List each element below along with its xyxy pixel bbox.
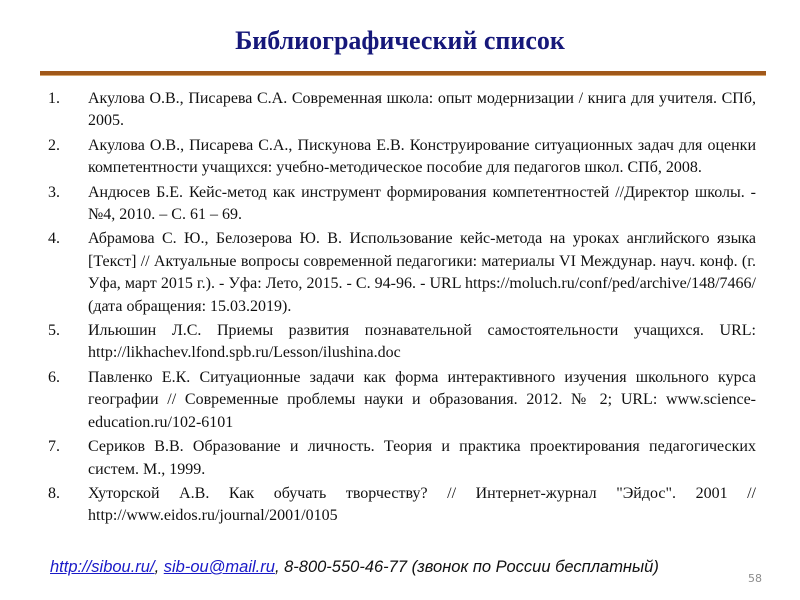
reference-text: Абрамова С. Ю., Белозерова Ю. В. Использование кейс-метода на уроках английского языка [Текст] // Актуальные вопросы современной педагогики: материалы VI Междунар. науч. конф. (г. Уфа, март 2015 г.). - Уфа: Лето, 2015. - С. 94-96. - URL https://moluch.ru/conf/ped/archive/148/7466/ (дата обращения: 15.03.2019).: [88, 230, 756, 315]
website-link[interactable]: http://sibou.ru/: [50, 558, 155, 576]
reference-item: [48, 88, 756, 133]
reference-number: 1.: [48, 90, 60, 107]
reference-item: [48, 182, 756, 227]
contact-footer: [50, 558, 659, 577]
reference-item: [48, 135, 756, 180]
reference-text: Акулова О.В., Писарева С.А. Современная школа: опыт модернизации / книга для учителя. СПб, 2005.: [88, 90, 756, 130]
reference-number: 6.: [48, 368, 60, 386]
reference-number: 4.: [48, 230, 60, 248]
reference-number: 8.: [48, 484, 60, 502]
reference-item: [48, 228, 756, 318]
reference-item: [48, 367, 756, 434]
reference-text: Акулова О.В., Писарева С.А., Пискунова Е.В. Конструирование ситуационных задач для оценки компетентности учащихся: учебно-методическое пособие для педагогов школ. СПб, 2008.: [88, 136, 756, 177]
reference-item: [48, 436, 756, 481]
reference-list: [48, 88, 756, 530]
email-link[interactable]: sib-ou@mail.ru: [163, 558, 275, 576]
reference-item: [48, 320, 756, 365]
reference-number: 3.: [48, 183, 60, 201]
phone-text: , 8-800-550-46-77 (звонок по России бесплатный): [274, 558, 659, 576]
title-divider: [40, 71, 766, 76]
slide-title: Библиографический список: [235, 26, 565, 55]
reference-number: 2.: [48, 136, 60, 154]
reference-text: Сериков В.В. Образование и личность. Теория и практика проектирования педагогических систем. М., 1999.: [88, 438, 756, 478]
page-number: 58: [748, 572, 762, 585]
reference-number: 7.: [48, 438, 60, 456]
reference-item: [48, 483, 756, 528]
reference-number: 5.: [48, 322, 60, 340]
footer-separator: ,: [154, 558, 164, 576]
reference-text: Андюсев Б.Е. Кейс-метод как инструмент формирования компетентностей //Директор школы. - №4, 2010. – С. 61 – 69.: [88, 183, 756, 224]
reference-text: Хуторской А.В. Как обучать творчеству? // Интернет-журнал "Эйдос". 2001 // http://www.eidos.ru/journal/2001/0105: [88, 484, 756, 525]
reference-text: Павленко Е.К. Ситуационные задачи как форма интерактивного изучения школьного курса географии // Современные проблемы науки и образования. 2012. № 2; URL: www.science-education.ru/102-6101: [88, 368, 756, 431]
reference-text: Ильюшин Л.С. Приемы развития познавательной самостоятельности учащихся. URL: http://likhachev.lfond.spb.ru/Lesson/ilushina.doc: [88, 322, 756, 362]
